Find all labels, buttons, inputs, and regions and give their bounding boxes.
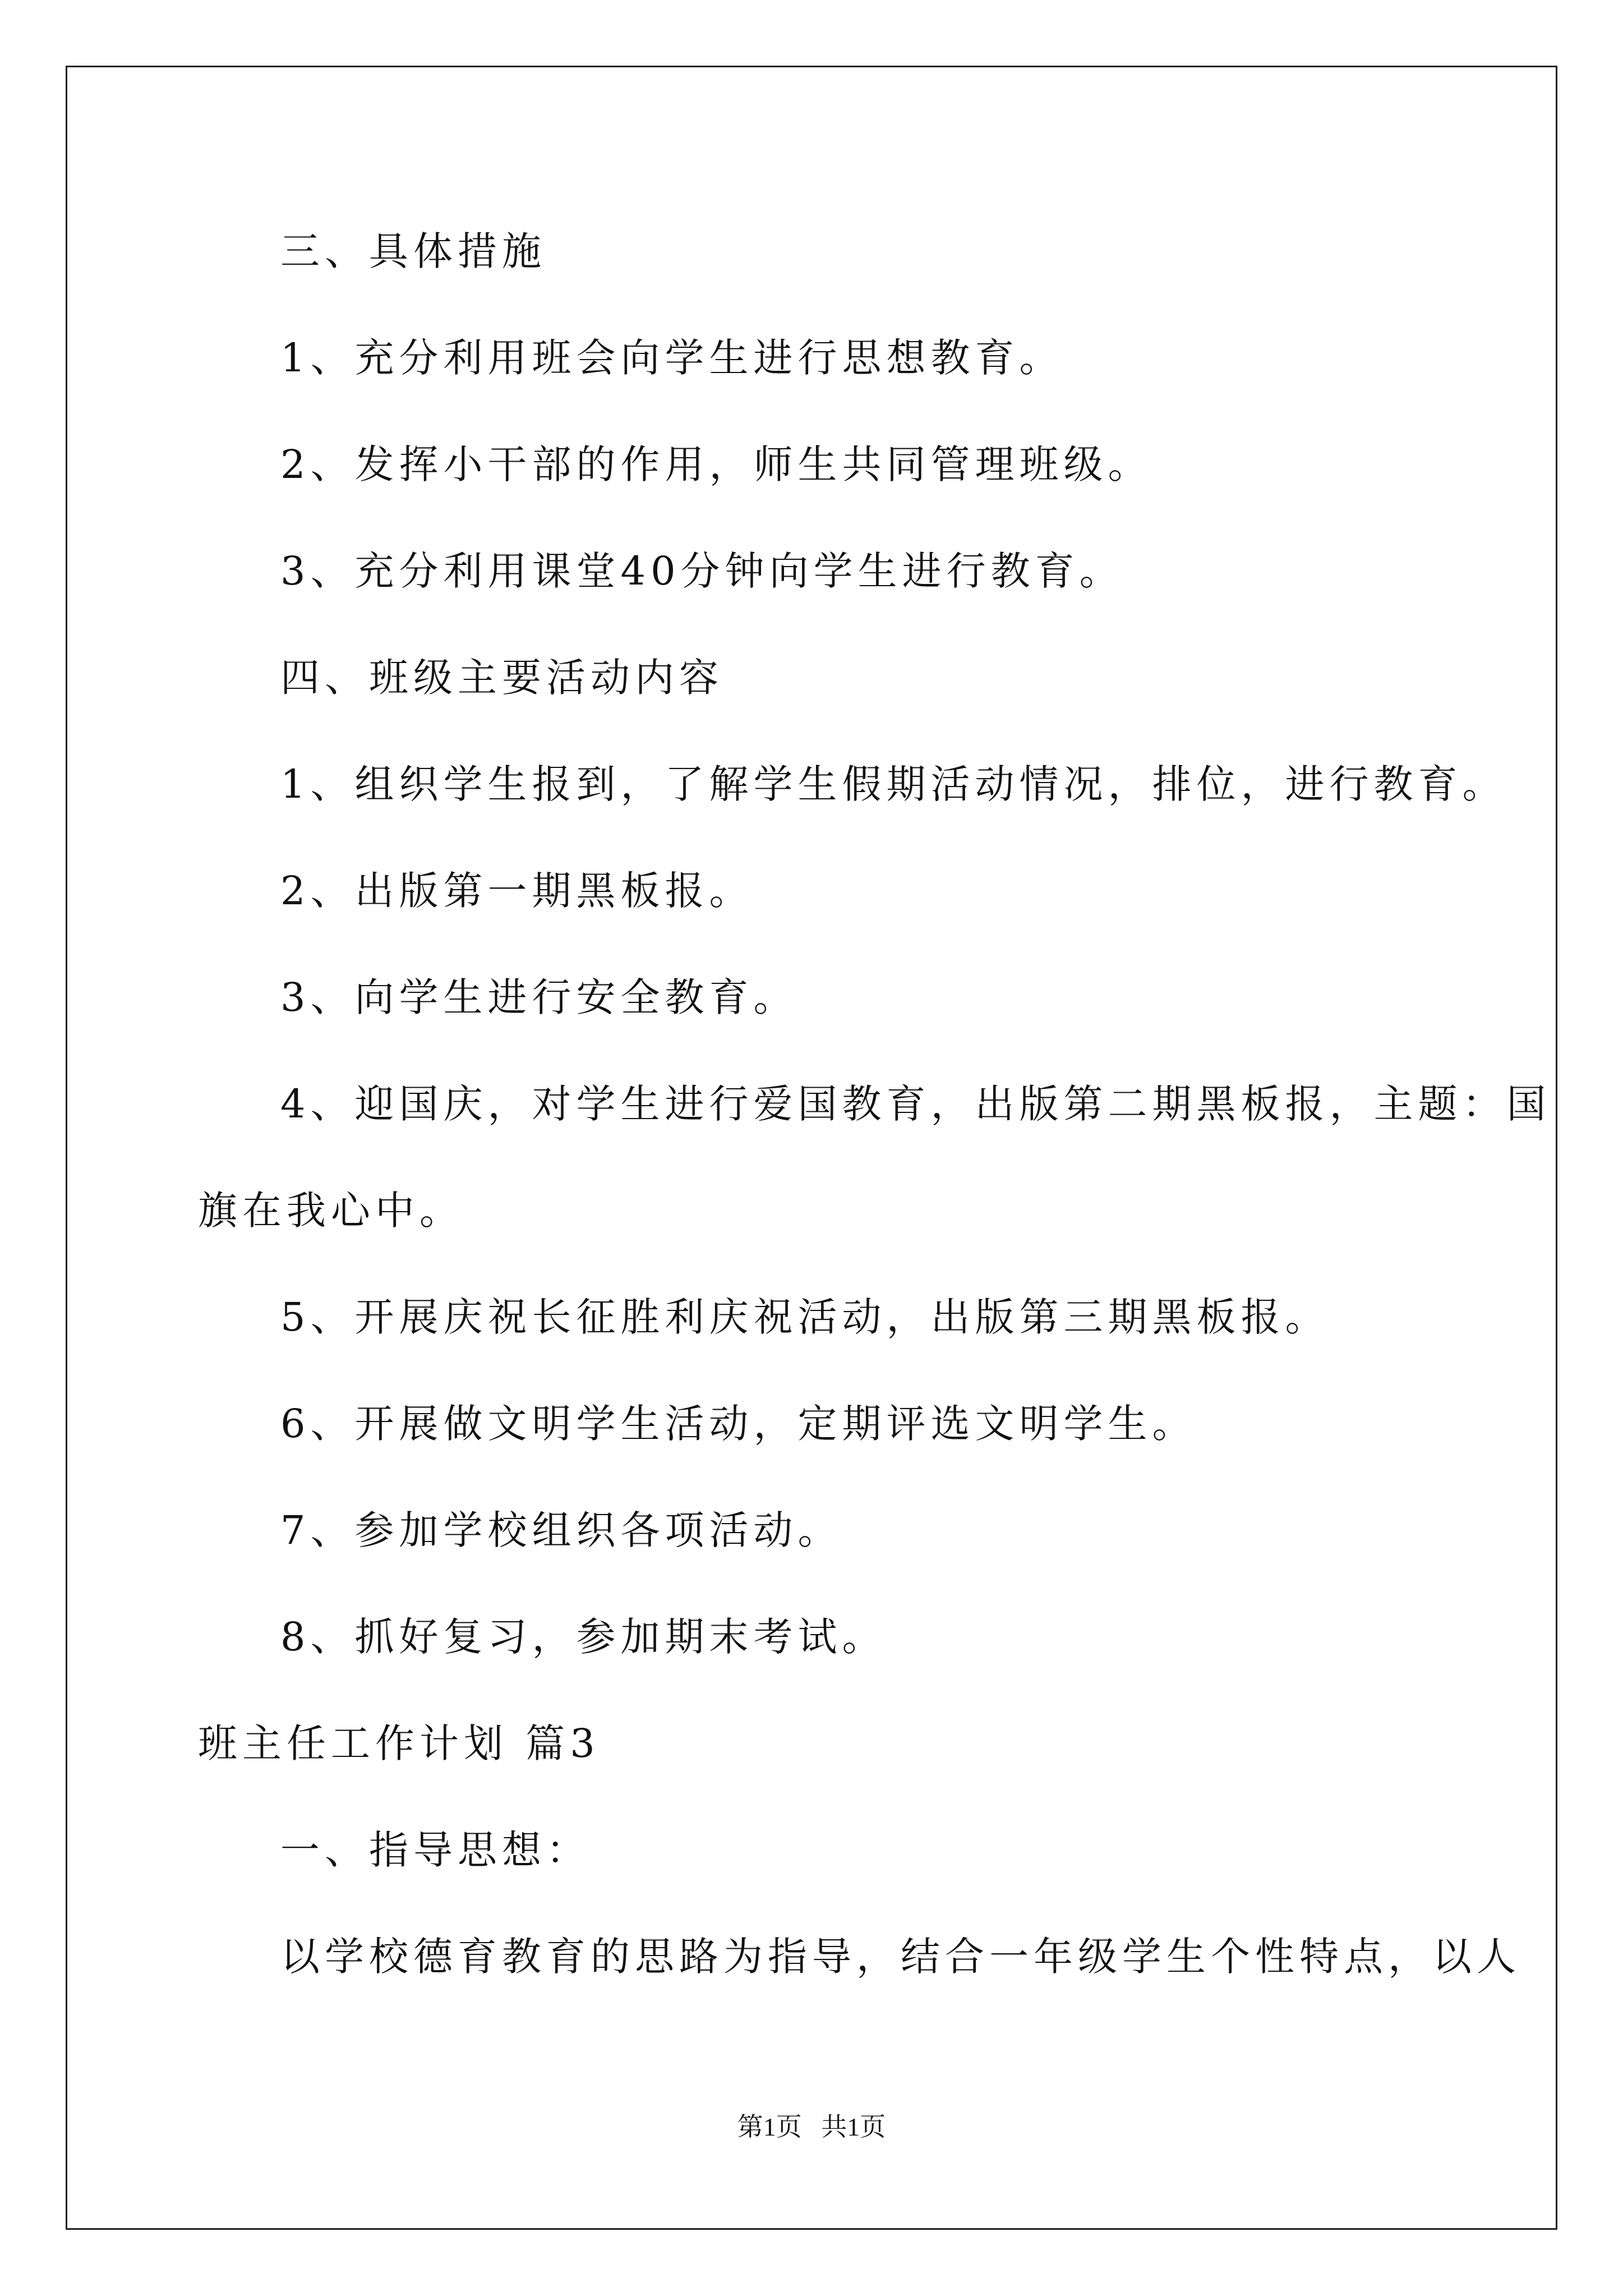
paragraph-line: 7、参加学校组织各项活动。 bbox=[280, 1507, 842, 1553]
paragraph-line: 1、组织学生报到，了解学生假期活动情况，排位，进行教育。 bbox=[280, 761, 1507, 807]
paragraph-line: 2、发挥小干部的作用，师生共同管理班级。 bbox=[280, 441, 1152, 487]
paragraph-line: 3、充分利用课堂40分钟向学生进行教育。 bbox=[280, 548, 1124, 594]
section-heading-measures: 三、具体措施 bbox=[280, 228, 546, 274]
page-footer: 第1页 共1页 bbox=[737, 2113, 886, 2141]
paragraph-line: 1、充分利用班会向学生进行思想教育。 bbox=[280, 335, 1064, 381]
paragraph-line: 6、开展做文明学生活动，定期评选文明学生。 bbox=[280, 1401, 1197, 1447]
paragraph-line: 4、迎国庆，对学生进行爱国教育，出版第二期黑板报，主题：国 bbox=[280, 1081, 1551, 1127]
paragraph-line: 5、开展庆祝长征胜利庆祝活动，出版第三期黑板报。 bbox=[280, 1294, 1330, 1340]
paragraph-line: 旗在我心中。 bbox=[198, 1188, 464, 1234]
paragraph-line: 3、向学生进行安全教育。 bbox=[280, 974, 798, 1020]
paragraph-line: 2、出版第一期黑板报。 bbox=[280, 868, 754, 914]
paragraph-line: 8、抓好复习，参加期末考试。 bbox=[280, 1614, 887, 1660]
document-title: 班主任工作计划 篇3 bbox=[198, 1720, 600, 1766]
section-heading-activities: 四、班级主要活动内容 bbox=[280, 655, 723, 701]
page-border bbox=[66, 66, 1557, 2230]
paragraph-line: 以学校德育教育的思路为指导，结合一年级学生个性特点，以人 bbox=[280, 1934, 1521, 1980]
section-heading-guidance: 一、指导思想： bbox=[280, 1827, 591, 1873]
